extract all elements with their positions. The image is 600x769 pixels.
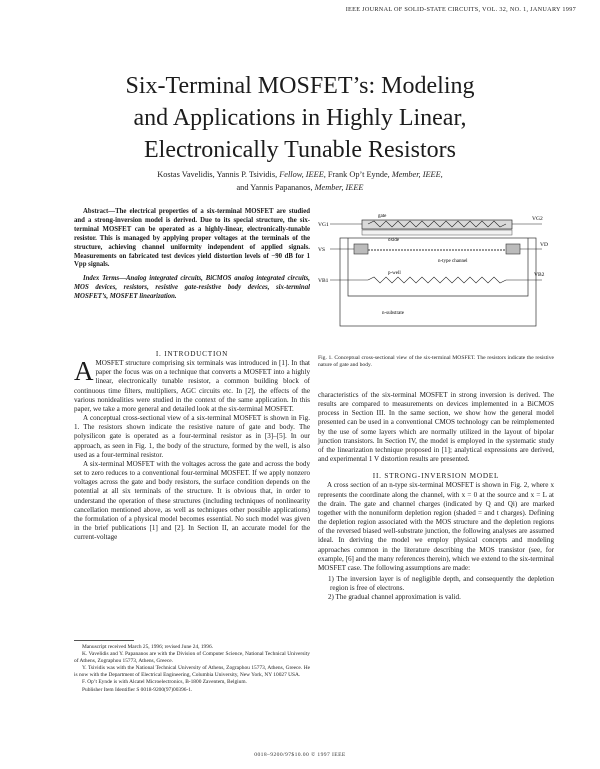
vg1-label: VG1 (318, 222, 329, 228)
member-title-2: Member, IEEE (314, 183, 364, 192)
journal-header: IEEE JOURNAL OF SOLID-STATE CIRCUITS, VOL. 32, NO. 1, JANUARY 1997 (345, 6, 576, 13)
author-list (60, 168, 540, 194)
source-region (354, 244, 368, 254)
footnotes (74, 640, 310, 694)
paper-title (0, 70, 600, 166)
gate-layer (362, 220, 512, 229)
intro-paragraph-2: A conceptual cross-sectional view of a six-terminal MOSFET is shown in Fig. 1. The resistors shown indicate the resistive nature of gate and body. The polysilicon gate is operated as a four-terminal resistor as in [3]–[5]. In our approach, as seen in Fig. 1, the body of the structure, formed by the well, is also used as a four-terminal resistor. (74, 414, 310, 459)
index-terms: Index Terms—Analog integrated circuits, BiCMOS analog integrated circuits, MOS devices, resistors, resistive gate-resistive body devices, six-terminal MOSFET’s, MOSFET linearization. (74, 275, 310, 301)
oxide-layer (362, 230, 512, 235)
oxide-label: oxide (388, 238, 400, 243)
channel-label: n-type channel (438, 259, 468, 264)
substrate-label: n-substrate (382, 311, 404, 316)
copyright-footer: 0018–9200/97$10.00 © 1997 IEEE (254, 752, 346, 758)
right-paragraph-2: A cross section of an n-type six-terminal MOSFET is shown in Fig. 2, where x represents the coordinate along the channel, with x = 0 at the source and x = L at the drain. The gate and channel charges (indicated by Q and Qi) are marked together with the nonuniform depletion region (shaded = and t charges). Defining the depletion region associated with the MOS structure and the depletion regions of the reversed biased well-substrate junction, the following analyses are assumed ideal. In deriving the model we employ physical concepts and modeling approaches common in the literature describing the MOS transistor (see, for example, [6] and the many references therein), which we extend to the six-terminal MOSFET case. The following assumptions are made: (318, 481, 554, 572)
authors-line-2: and Yannis Papananos, (236, 183, 315, 192)
intro-paragraph-1: AMOSFET structure comprising six terminals was introduced in [1]. In that paper the focus was on a technique that converts a MOSFET into a highly linear, electronically tunable resistor, a common building block of continuous time filters, multipliers, AGC circuits etc. In [2], the effects of the various nonidealities were studied in the context of the same application. In this paper, we take a more general and detailed look at the six-terminal MOSFET. (74, 356, 310, 413)
vb1-label: VB1 (318, 278, 329, 284)
gate-label: gate (378, 214, 387, 219)
vd-label: VD (540, 242, 548, 248)
vs-label: VS (318, 247, 326, 253)
assumption-list (318, 575, 554, 602)
title-line-3: Electronically Tunable Resistors (144, 137, 456, 163)
mosfet-cross-section-diagram (318, 208, 554, 348)
footnote-rule (74, 640, 134, 641)
footnote-4: F. Op’t Eynde is with Alcatel Microelectronics, B-1800 Zaventem, Belgium. (82, 679, 247, 686)
list-item: 2) The gradual channel approximation is valid. (328, 593, 461, 602)
section-2-heading: II. STRONG-INVERSION MODEL (372, 472, 500, 481)
right-column-body (318, 391, 554, 602)
member-title-1: Member, IEEE, (391, 170, 443, 179)
footnote-2: K. Vavelidis and Y. Papananos are with the Division of Computer Science, National Technical University of Athens, Zographou 15773, Athens, Greece. (74, 651, 310, 665)
authors-mid: Frank Op’t Eynde, (325, 170, 392, 179)
list-item: 1) The inversion layer is of negligible depth, and consequently the depletion region is free of electrons. (328, 574, 554, 593)
vb2-label: VB2 (534, 272, 545, 278)
authors-line-1: Kostas Vavelidis, Yannis P. Tsividis, (157, 170, 280, 179)
title-line-2: and Applications in Highly Linear, (133, 105, 467, 131)
section-1-heading: I. INTRODUCTION (155, 350, 229, 358)
figure-1 (318, 208, 554, 348)
figure-1-caption: Fig. 1. Conceptual cross-sectional view of the six-terminal MOSFET. The resistors indicate the resistive nature of gate and body. (318, 355, 554, 368)
footnote-3: Y. Tsividis was with the National Technical University of Athens, Zographou 15773, Athens, Greece. He is now with the Department of Electrical Engineering, Columbia University, New York, NY 10027 USA. (74, 665, 310, 679)
well-label: p-well (388, 271, 401, 276)
abstract: Abstract—The electrical properties of a six-terminal MOSFET are studied and a strong-inversion model is derived. Due to its special structure, the six-terminal MOSFET can be operated as a highly-linear, electronically-tunable resistor. This is managed by applying proper voltages at the terminals of the structure, achieving channel uniformity independent of applied signals. Measurements on fabricated test devices yield distortion levels of −90 dB for 1 Vpp signals. (74, 208, 310, 269)
abstract-block (74, 208, 310, 307)
fellow-title: Fellow, IEEE, (279, 170, 326, 179)
intro-paragraph-3: A six-terminal MOSFET with the voltages across the gate and across the body set to zero reduces to a conventional four-terminal MOSFET. If we apply nonzero voltages across the gate and body resistors, the surface condition depends on the potential at all six terminals of the structure. It is obvious that, in order to understand the operation of these structures (including techniques of nonlinearity cancellation mentioned above, as well as techniques other possible applications) the formulation of a physical model becomes essential. No such model was given in the brief publications [1] and [2]. In Section II, an accurate model for the current-voltage (74, 459, 310, 542)
title-line-1: Six-Terminal MOSFET’s: Modeling (125, 73, 475, 99)
footnote-5: Publisher Item Identifier S 0018-9200(97)00396-1. (82, 686, 193, 693)
drain-region (506, 244, 520, 254)
footnote-1: Manuscript received March 25, 1996; revised June 24, 1996. (82, 644, 213, 650)
vg2-label: VG2 (532, 216, 543, 222)
drop-cap: A (74, 356, 94, 387)
left-column-body (74, 350, 310, 542)
right-paragraph-1: characteristics of the six-terminal MOSFET in strong inversion is derived. The results are compared to measurements on devices implemented in a BiCMOS process in Section III. In the same section, we show how the general model presented can be used in a conventional CMOS technology can be reimplemented by the use of some layers which are normally utilized in the layout of bipolar junction transistors. In Section IV, the model is employed in the systematic study of the linearization technique proposed in [1]; analytical expressions are derived, and experimental 1 V distortion results are presented. (318, 391, 554, 464)
